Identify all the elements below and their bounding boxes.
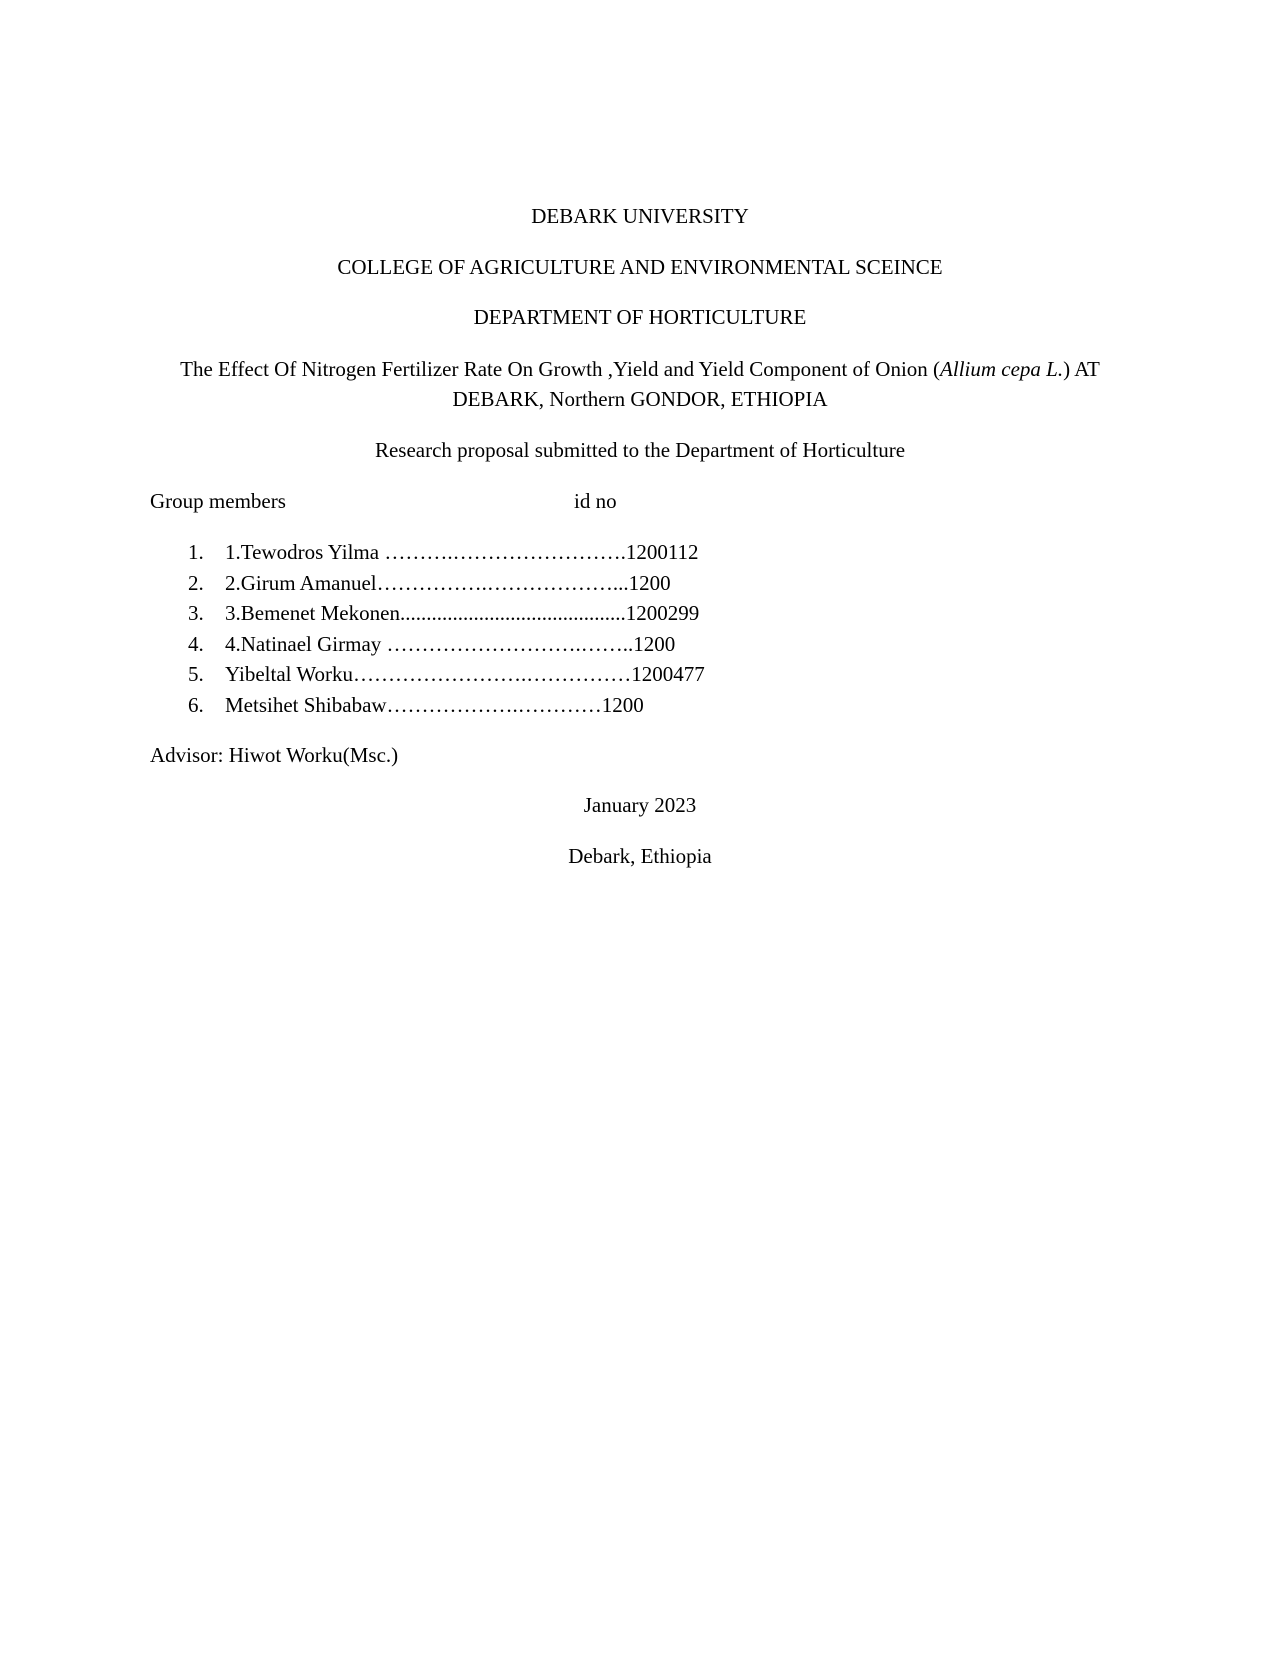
proposal-date: January 2023	[583, 793, 697, 817]
proposal-place: Debark, Ethiopia	[568, 844, 712, 868]
member-number: 4.	[188, 631, 204, 656]
member-entry: 3.Bemenet Mekonen...........................................1200299	[225, 601, 700, 625]
proposal-title	[150, 354, 1130, 414]
advisor-line: Advisor: Hiwot Worku(Msc.)	[150, 743, 399, 767]
title-part-1: The Effect Of Nitrogen Fertilizer Rate On Growth ,Yield and Yield Component of Onion (	[180, 357, 941, 381]
member-entry: Metsihet Shibabaw……………….…………1200	[225, 692, 644, 717]
title-part-2: ) AT DEBARK, Northern GONDOR, ETHIOPIA	[452, 357, 1100, 411]
member-entry: 2.Girum Amanuel…………….………………...1200	[225, 570, 671, 595]
college-name: COLLEGE OF AGRICULTURE AND ENVIRONMENTAL SCEINCE	[337, 255, 943, 279]
member-number: 1.	[188, 540, 204, 564]
member-entry: Yibeltal Worku…………………….……………1200477	[225, 662, 705, 686]
university-name: DEBARK UNIVERSITY	[531, 204, 749, 228]
member-number: 5.	[188, 662, 204, 686]
member-entry: 1.Tewodros Yilma ……….…………………….1200112	[225, 540, 699, 564]
member-number: 6.	[188, 692, 204, 717]
member-number: 3.	[188, 601, 204, 625]
members-header	[150, 486, 850, 516]
group-members-label: Group members	[150, 489, 286, 513]
id-no-label: id no	[574, 489, 617, 513]
member-entry: 4.Natinael Girmay ……………………….……..1200	[225, 631, 676, 656]
submission-statement: Research proposal submitted to the Department of Horticulture	[374, 438, 906, 462]
species-name: Allium cepa L.	[940, 357, 1064, 381]
member-number: 2.	[188, 570, 204, 595]
department-name: DEPARTMENT OF HORTICULTURE	[473, 305, 807, 329]
